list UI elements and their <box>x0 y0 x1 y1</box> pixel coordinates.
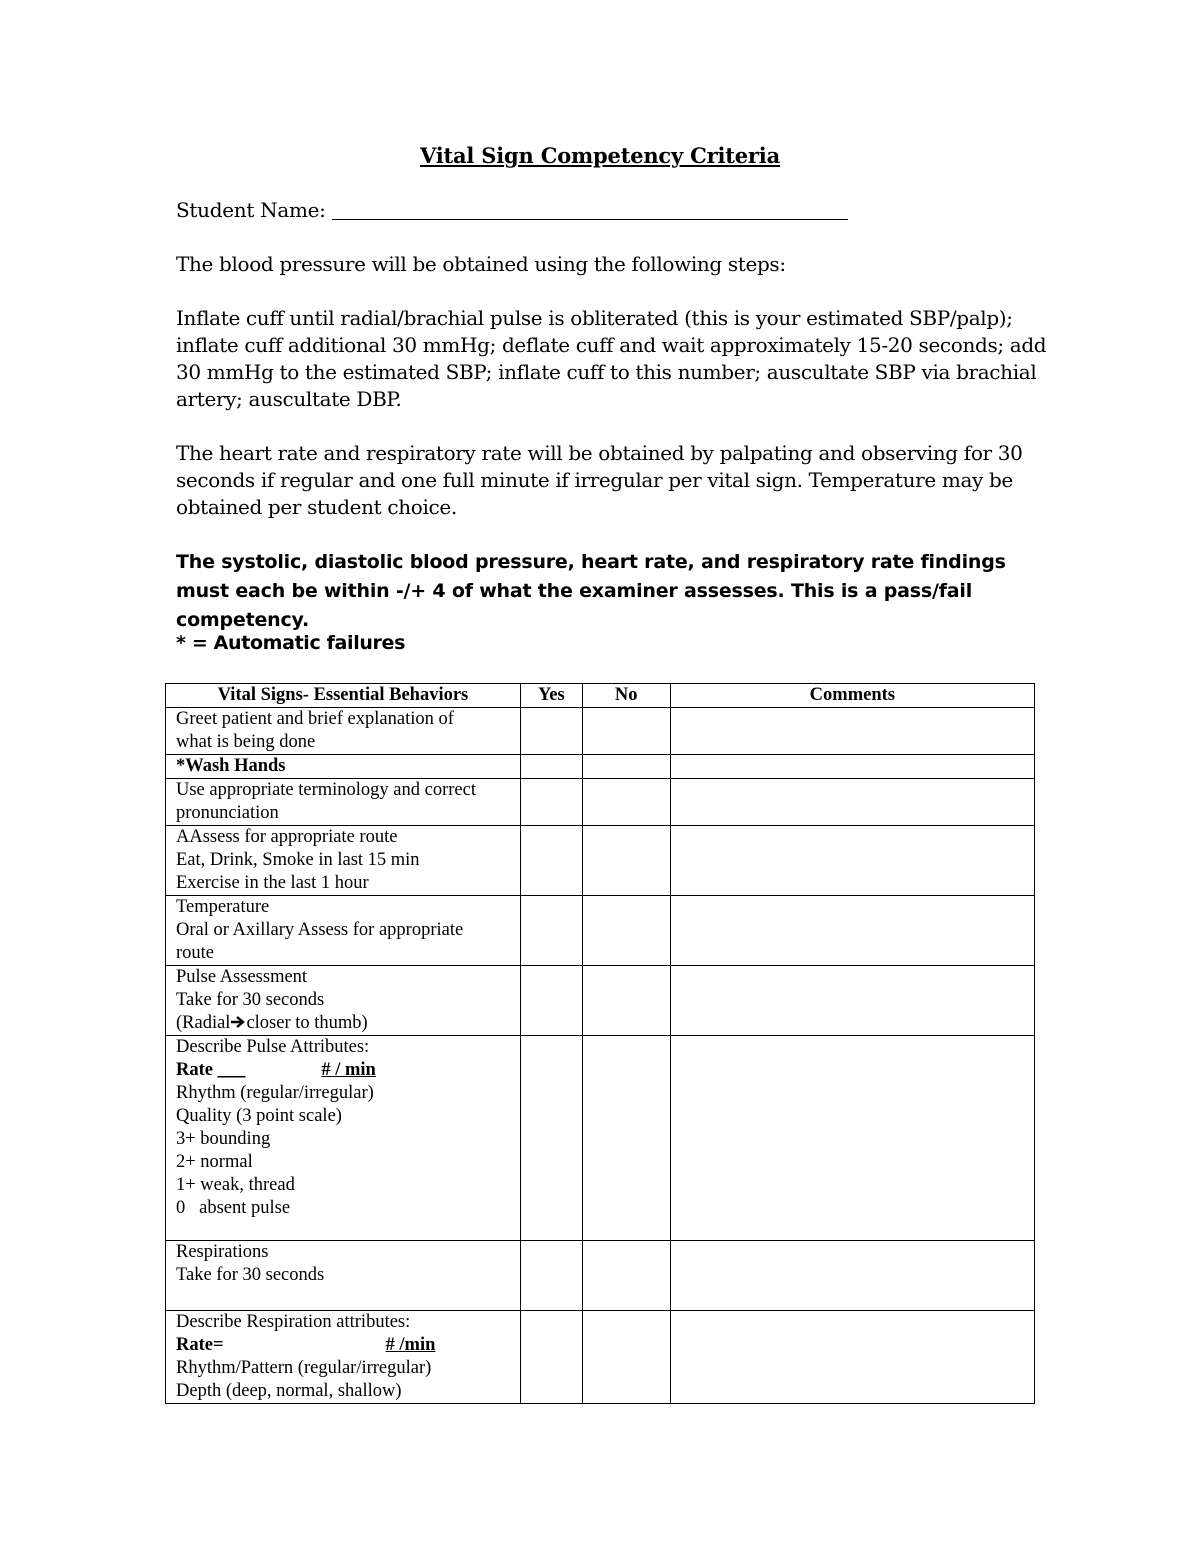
behavior-cell: Greet patient and brief explanation of what is being done <box>166 708 521 755</box>
yes-cell[interactable] <box>520 708 582 755</box>
no-cell[interactable] <box>582 1241 670 1311</box>
page-title: Vital Sign Competency Criteria <box>420 143 780 168</box>
behavior-cell: Describe Pulse Attributes: Rate ___ # / min Rhythm (regular/irregular) Quality (3 point scale) 3+ bounding 2+ normal 1+ weak, thread 0 absent pulse <box>166 1036 521 1241</box>
table-row <box>166 966 1035 1036</box>
yes-cell[interactable] <box>520 896 582 966</box>
header-comments: Comments <box>670 684 1034 708</box>
student-name-blank[interactable] <box>332 218 848 220</box>
table-row <box>166 896 1035 966</box>
header-behaviors: Vital Signs- Essential Behaviors <box>166 684 521 708</box>
bp-intro: The blood pressure will be obtained using the following steps: <box>176 252 786 276</box>
table-row <box>166 1036 1035 1241</box>
comments-cell[interactable] <box>670 1036 1034 1241</box>
table-row <box>166 708 1035 755</box>
competency-table <box>165 683 1035 1404</box>
header-no: No <box>582 684 670 708</box>
table-header-row <box>166 684 1035 708</box>
comments-cell[interactable] <box>670 755 1034 779</box>
yes-cell[interactable] <box>520 1311 582 1404</box>
pass-fail-criteria: The systolic, diastolic blood pressure, heart rate, and respiratory rate findings must each be within -/+ 4 of what the examiner assesses. This is a pass/fail competency. <box>176 551 1006 631</box>
comments-cell[interactable] <box>670 896 1034 966</box>
bp-steps: Inflate cuff until radial/brachial pulse is obliterated (this is your estimated SBP/palp); inflate cuff additional 30 mmHg; deflate cuff and wait approximately 15-20 seconds; add 30 mmHg to the estimated SBP; inflate cuff to this number; auscultate SBP via brachial artery; auscultate DBP. <box>176 306 1047 411</box>
student-name-field <box>176 198 848 222</box>
behavior-cell: Pulse Assessment Take for 30 seconds (Radial closer to thumb) <box>166 966 521 1036</box>
behavior-cell: Temperature Oral or Axillary Assess for appropriate route <box>166 896 521 966</box>
yes-cell[interactable] <box>520 826 582 896</box>
comments-cell[interactable] <box>670 826 1034 896</box>
comments-cell[interactable] <box>670 1241 1034 1311</box>
no-cell[interactable] <box>582 779 670 826</box>
table-row <box>166 1311 1035 1404</box>
yes-cell[interactable] <box>520 755 582 779</box>
behavior-cell: AAssess for appropriate route Eat, Drink, Smoke in last 15 min Exercise in the last 1 hour <box>166 826 521 896</box>
no-cell[interactable] <box>582 1311 670 1404</box>
pulse-rate-blank[interactable]: ___ # / min <box>217 1060 376 1080</box>
behavior-cell: *Wash Hands <box>166 755 521 779</box>
student-name-label: Student Name: <box>176 198 326 222</box>
no-cell[interactable] <box>582 755 670 779</box>
no-cell[interactable] <box>582 966 670 1036</box>
behavior-cell: Describe Respiration attributes: Rate= # /min Rhythm/Pattern (regular/irregular) Depth (deep, normal, shallow) <box>166 1311 521 1404</box>
yes-cell[interactable] <box>520 966 582 1036</box>
comments-cell[interactable] <box>670 708 1034 755</box>
no-cell[interactable] <box>582 1036 670 1241</box>
header-yes: Yes <box>520 684 582 708</box>
respiration-rate-blank[interactable]: # /min <box>385 1335 436 1355</box>
table-row <box>166 1241 1035 1311</box>
yes-cell[interactable] <box>520 1036 582 1241</box>
no-cell[interactable] <box>582 708 670 755</box>
yes-cell[interactable] <box>520 779 582 826</box>
comments-cell[interactable] <box>670 1311 1034 1404</box>
hr-rr-instructions: The heart rate and respiratory rate will be obtained by palpating and observing for 30 seconds if regular and one full minute if irregular per vital sign. Temperature may be obtained per student choice. <box>176 441 1023 519</box>
no-cell[interactable] <box>582 896 670 966</box>
automatic-failures-note: * = Automatic failures <box>176 632 406 654</box>
table-row <box>166 779 1035 826</box>
no-cell[interactable] <box>582 826 670 896</box>
table-row <box>166 755 1035 779</box>
comments-cell[interactable] <box>670 779 1034 826</box>
behavior-cell: Use appropriate terminology and correct pronunciation <box>166 779 521 826</box>
comments-cell[interactable] <box>670 966 1034 1036</box>
yes-cell[interactable] <box>520 1241 582 1311</box>
behavior-cell: Respirations Take for 30 seconds <box>166 1241 521 1311</box>
right-arrow-icon <box>230 1015 246 1029</box>
table-row <box>166 826 1035 896</box>
